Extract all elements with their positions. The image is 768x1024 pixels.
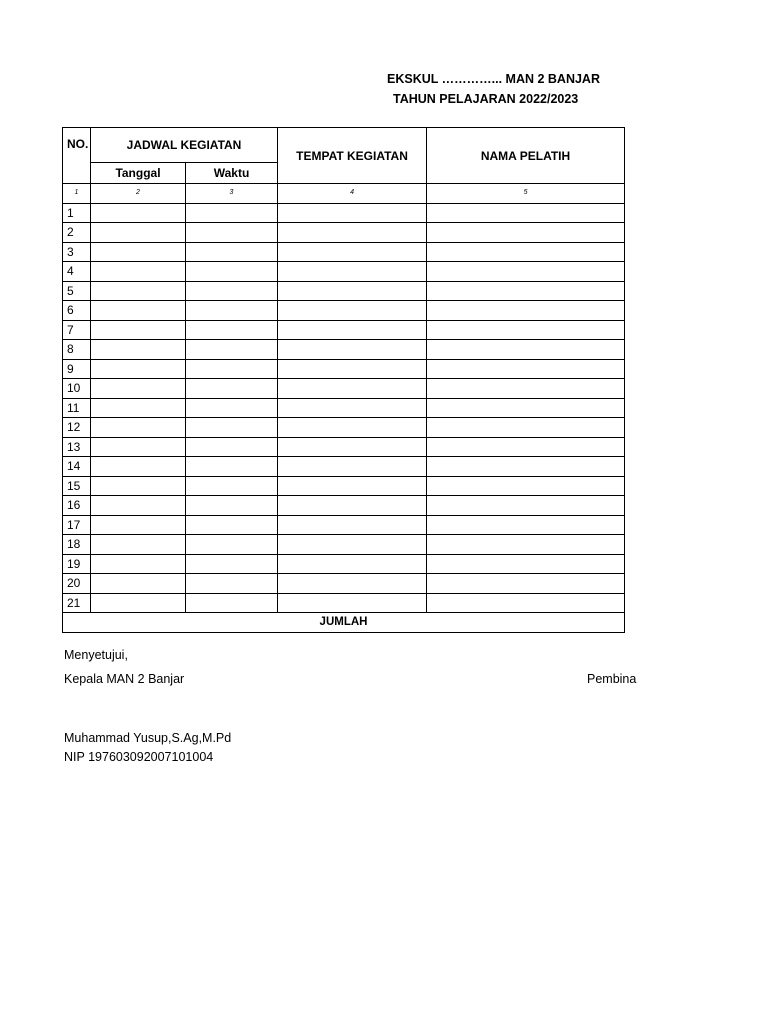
row-number: 3 [63, 242, 91, 262]
pelatih-cell[interactable] [427, 574, 625, 594]
tempat-cell[interactable] [278, 515, 427, 535]
tanggal-cell[interactable] [91, 476, 186, 496]
tempat-cell[interactable] [278, 203, 427, 223]
table-row [63, 496, 625, 516]
tempat-cell[interactable] [278, 262, 427, 282]
col-header-tempat: TEMPAT KEGIATAN [278, 128, 427, 184]
tempat-cell[interactable] [278, 554, 427, 574]
principal-name: Muhammad Yusup,S.Ag,M.Pd [64, 731, 232, 745]
pelatih-cell[interactable] [427, 515, 625, 535]
tanggal-cell[interactable] [91, 242, 186, 262]
table-row [63, 203, 625, 223]
table-row [63, 574, 625, 594]
column-index: 4 [278, 184, 427, 204]
tanggal-cell[interactable] [91, 398, 186, 418]
tempat-cell[interactable] [278, 359, 427, 379]
waktu-cell[interactable] [186, 301, 278, 321]
row-number: 7 [63, 320, 91, 340]
tanggal-cell[interactable] [91, 457, 186, 477]
pelatih-cell[interactable] [427, 223, 625, 243]
pelatih-cell[interactable] [427, 262, 625, 282]
tanggal-cell[interactable] [91, 223, 186, 243]
row-number: 16 [63, 496, 91, 516]
waktu-cell[interactable] [186, 437, 278, 457]
tanggal-cell[interactable] [91, 437, 186, 457]
col-header-no: NO. [63, 128, 91, 184]
table-row [63, 554, 625, 574]
row-number: 1 [63, 203, 91, 223]
tanggal-cell[interactable] [91, 262, 186, 282]
pelatih-cell[interactable] [427, 301, 625, 321]
row-number: 15 [63, 476, 91, 496]
waktu-cell[interactable] [186, 223, 278, 243]
pelatih-cell[interactable] [427, 359, 625, 379]
tanggal-cell[interactable] [91, 379, 186, 399]
tempat-cell[interactable] [278, 535, 427, 555]
pelatih-cell[interactable] [427, 476, 625, 496]
table-row [63, 398, 625, 418]
tanggal-cell[interactable] [91, 203, 186, 223]
total-row [63, 613, 625, 633]
pelatih-cell[interactable] [427, 281, 625, 301]
pelatih-cell[interactable] [427, 457, 625, 477]
waktu-cell[interactable] [186, 554, 278, 574]
table-row [63, 418, 625, 438]
row-number: 8 [63, 340, 91, 360]
col-header-jadwal: JADWAL KEGIATAN [91, 128, 278, 163]
row-number: 18 [63, 535, 91, 555]
waktu-cell[interactable] [186, 515, 278, 535]
schedule-table [62, 127, 625, 633]
row-number: 14 [63, 457, 91, 477]
pelatih-cell[interactable] [427, 535, 625, 555]
row-number: 19 [63, 554, 91, 574]
table-row [63, 281, 625, 301]
advisor-title: Pembina [587, 672, 637, 686]
total-label: JUMLAH [63, 613, 625, 633]
tempat-cell[interactable] [278, 418, 427, 438]
tanggal-cell[interactable] [91, 554, 186, 574]
column-index-row [63, 184, 625, 204]
tempat-cell[interactable] [278, 593, 427, 613]
pelatih-cell[interactable] [427, 242, 625, 262]
tanggal-cell[interactable] [91, 593, 186, 613]
tempat-cell[interactable] [278, 398, 427, 418]
pelatih-cell[interactable] [427, 320, 625, 340]
tanggal-cell[interactable] [91, 359, 186, 379]
row-number: 4 [63, 262, 91, 282]
waktu-cell[interactable] [186, 457, 278, 477]
waktu-cell[interactable] [186, 340, 278, 360]
tanggal-cell[interactable] [91, 515, 186, 535]
waktu-cell[interactable] [186, 281, 278, 301]
row-number: 6 [63, 301, 91, 321]
row-number: 20 [63, 574, 91, 594]
row-number: 12 [63, 418, 91, 438]
tanggal-cell[interactable] [91, 574, 186, 594]
pelatih-cell[interactable] [427, 593, 625, 613]
column-index: 3 [186, 184, 278, 204]
principal-nip: NIP 197603092007101004 [64, 750, 214, 764]
pelatih-cell[interactable] [427, 496, 625, 516]
waktu-cell[interactable] [186, 496, 278, 516]
tempat-cell[interactable] [278, 496, 427, 516]
table-row [63, 301, 625, 321]
tanggal-cell[interactable] [91, 301, 186, 321]
table-row [63, 359, 625, 379]
tanggal-cell[interactable] [91, 281, 186, 301]
tempat-cell[interactable] [278, 301, 427, 321]
tempat-cell[interactable] [278, 437, 427, 457]
row-number: 17 [63, 515, 91, 535]
tempat-cell[interactable] [278, 457, 427, 477]
tanggal-cell[interactable] [91, 418, 186, 438]
waktu-cell[interactable] [186, 418, 278, 438]
document-title: EKSKUL …………... MAN 2 BANJAR [387, 72, 600, 86]
table-row [63, 320, 625, 340]
pelatih-cell[interactable] [427, 398, 625, 418]
col-header-pelatih: NAMA PELATIH [427, 128, 625, 184]
approval-label: Menyetujui, [64, 648, 128, 662]
row-number: 9 [63, 359, 91, 379]
table-row [63, 379, 625, 399]
table-row [63, 262, 625, 282]
tempat-cell[interactable] [278, 281, 427, 301]
tempat-cell[interactable] [278, 340, 427, 360]
tempat-cell[interactable] [278, 223, 427, 243]
col-header-waktu: Waktu [186, 163, 278, 184]
table-row [63, 223, 625, 243]
waktu-cell[interactable] [186, 476, 278, 496]
table-row [63, 457, 625, 477]
waktu-cell[interactable] [186, 203, 278, 223]
pelatih-cell[interactable] [427, 437, 625, 457]
pelatih-cell[interactable] [427, 203, 625, 223]
waktu-cell[interactable] [186, 535, 278, 555]
tanggal-cell[interactable] [91, 340, 186, 360]
waktu-cell[interactable] [186, 593, 278, 613]
row-number: 11 [63, 398, 91, 418]
table-row [63, 535, 625, 555]
waktu-cell[interactable] [186, 262, 278, 282]
row-number: 5 [63, 281, 91, 301]
row-number: 2 [63, 223, 91, 243]
column-index: 1 [63, 184, 91, 204]
pelatih-cell[interactable] [427, 418, 625, 438]
pelatih-cell[interactable] [427, 554, 625, 574]
waktu-cell[interactable] [186, 359, 278, 379]
pelatih-cell[interactable] [427, 340, 625, 360]
waktu-cell[interactable] [186, 398, 278, 418]
tempat-cell[interactable] [278, 379, 427, 399]
document-subtitle: TAHUN PELAJARAN 2022/2023 [393, 92, 579, 106]
table-row [63, 515, 625, 535]
tempat-cell[interactable] [278, 320, 427, 340]
table-row [63, 242, 625, 262]
principal-title: Kepala MAN 2 Banjar [64, 672, 185, 686]
waktu-cell[interactable] [186, 320, 278, 340]
waktu-cell[interactable] [186, 574, 278, 594]
table-row [63, 340, 625, 360]
table-row [63, 437, 625, 457]
tempat-cell[interactable] [278, 476, 427, 496]
tanggal-cell[interactable] [91, 496, 186, 516]
column-index: 2 [91, 184, 186, 204]
col-header-tanggal: Tanggal [91, 163, 186, 184]
column-index: 5 [427, 184, 625, 204]
tanggal-cell[interactable] [91, 535, 186, 555]
row-number: 21 [63, 593, 91, 613]
tempat-cell[interactable] [278, 574, 427, 594]
pelatih-cell[interactable] [427, 379, 625, 399]
waktu-cell[interactable] [186, 379, 278, 399]
tanggal-cell[interactable] [91, 320, 186, 340]
table-row [63, 476, 625, 496]
waktu-cell[interactable] [186, 242, 278, 262]
row-number: 13 [63, 437, 91, 457]
tempat-cell[interactable] [278, 242, 427, 262]
table-row [63, 593, 625, 613]
row-number: 10 [63, 379, 91, 399]
